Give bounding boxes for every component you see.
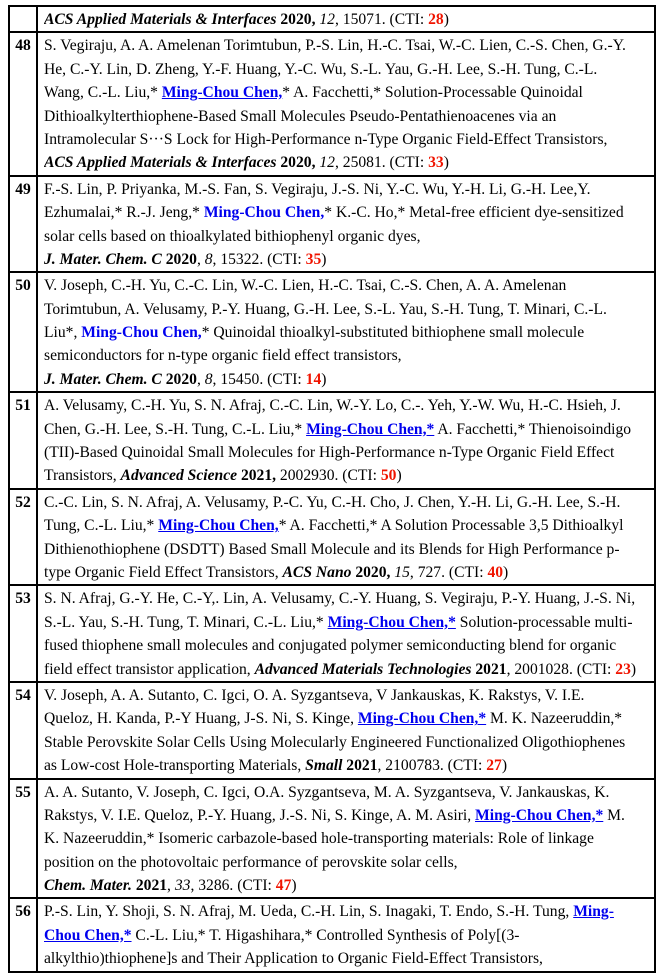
document-page — [0, 5, 666, 976]
row-number: 54 — [9, 682, 37, 779]
row-number: 53 — [9, 585, 37, 682]
table-row — [9, 489, 655, 586]
citation-text: 40 — [487, 563, 504, 581]
citation-text: 2020 — [161, 250, 197, 268]
citation-text: A. Facchetti,* Thienoisoindigo — [434, 420, 632, 438]
citation-text: fused thiophene small molecules and conjugated polymer semiconducting blend for organic — [44, 637, 617, 655]
citation-text: * K.-C. Ho,* Metal-free efficient dye-sensitized — [324, 204, 624, 222]
citation-line — [44, 344, 652, 367]
citation-text: S. N. Afraj, G.-Y. He, C.-Y,. Lin, A. Velusamy, C.-Y. Huang, S. Vegiraju, P.-Y. Huang, J.-S. Ni, — [44, 590, 636, 608]
table-row — [9, 176, 655, 273]
citation-cell — [37, 898, 655, 971]
citation-text: , 2001028. (CTI: — [506, 660, 616, 678]
author-link[interactable]: Ming- — [573, 903, 614, 921]
citation-text: , — [196, 250, 205, 268]
citation-line — [44, 105, 652, 128]
author-link[interactable]: Ming-Chou Chen, — [158, 517, 279, 535]
citation-line — [44, 274, 652, 297]
citation-text: ) — [443, 11, 449, 28]
citation-cell — [37, 272, 655, 392]
citation-text: 2021 — [471, 660, 507, 678]
citation-text: 27 — [486, 757, 502, 775]
citation-text: M. K. Nazeeruddin,* — [486, 710, 623, 728]
table-row — [9, 585, 655, 682]
citation-text: Liu*, — [44, 324, 82, 342]
author-link[interactable]: Ming-Chou Chen, — [161, 84, 283, 102]
citation-line — [44, 321, 652, 344]
citation-text: 23 — [615, 660, 631, 678]
citation-text: 2021, — [237, 467, 277, 485]
row-number: 56 — [9, 898, 37, 971]
citation-text: ) — [321, 370, 327, 388]
citation-line — [44, 851, 652, 874]
citation-line — [44, 34, 652, 57]
citation-text: , 15322. (CTI: — [212, 250, 306, 268]
author-link[interactable]: Ming-Chou Chen,* — [327, 613, 456, 631]
citation-cell — [37, 176, 655, 273]
row-number: 55 — [9, 779, 37, 899]
author-link[interactable]: Chou Chen,* — [44, 926, 132, 944]
citation-text: 2021 — [131, 877, 168, 895]
citation-text: ) — [443, 154, 449, 172]
citation-line — [44, 368, 652, 391]
citation-text: ACS Applied Materials & Interfaces — [44, 154, 277, 172]
citation-line — [44, 658, 652, 681]
row-number — [9, 6, 37, 32]
citation-text: Dithioalkylterthiophene-Based Small Molecules Pseudo-Pentathienoacenes via an — [44, 107, 557, 125]
table-row — [9, 272, 655, 392]
citation-text: S.-L. Yau, S.-H. Tung, T. Minari, C.-L. Liu,* — [44, 613, 328, 631]
citation-line — [44, 514, 652, 537]
row-number: 48 — [9, 32, 37, 175]
table-row — [9, 779, 655, 899]
citation-text: , 2100783. (CTI: — [377, 757, 487, 775]
citation-line — [44, 874, 652, 897]
citation-line — [44, 947, 652, 970]
citation-line — [44, 128, 652, 151]
citation-text: J. Mater. Chem. C — [44, 370, 162, 388]
citation-text: ) — [396, 467, 402, 485]
citation-text: ) — [321, 250, 327, 268]
citation-line — [44, 225, 652, 248]
citation-line — [44, 707, 652, 730]
citation-text: 2020, — [276, 11, 316, 28]
citation-text: C.-L. Liu,* T. Higashihara,* Controlled Synthesis of Poly[(3- — [131, 926, 520, 944]
citation-text: Dithienothiophene (DSDTT) Based Small Molecule and its Blends for High Performance p- — [44, 540, 620, 558]
citation-text: Ezhumalai,* R.-J. Jeng,* — [44, 204, 204, 222]
citation-line — [44, 587, 652, 610]
citation-text: Solution-processable multi- — [455, 613, 633, 631]
citation-line — [44, 441, 652, 464]
citation-text: 47 — [275, 877, 292, 895]
citation-line — [44, 58, 652, 81]
citation-text: 14 — [305, 370, 322, 388]
citation-line — [44, 491, 652, 514]
citation-text: Stable Perovskite Solar Cells Using Molecularly Engineered Functionalized Oligothiophenes — [44, 733, 626, 751]
citation-text: A. A. Sutanto, V. Joseph, C. Igci, O.A. Syzgantseva, M. A. Syzgantseva, V. Jankauskas, K. — [44, 783, 610, 801]
citation-text: C.-C. Lin, S. N. Afraj, A. Velusamy, P.-C. Yu, C.-H. Cho, J. Chen, Y.-H. Li, G.-H. Lee, S.-H. — [44, 493, 621, 511]
author-link[interactable]: Ming-Chou Chen, — [81, 324, 202, 342]
citation-line — [44, 634, 652, 657]
citation-line — [44, 81, 652, 104]
publication-table-body — [9, 6, 655, 972]
citation-text: Queloz, H. Kanda, P.-Y Huang, J-S. Ni, S. Kinge, — [44, 710, 358, 728]
citation-text: Tung, C.-L. Liu,* — [44, 517, 159, 535]
row-number: 51 — [9, 392, 37, 489]
row-number: 50 — [9, 272, 37, 392]
citation-line — [44, 418, 652, 441]
citation-line — [44, 8, 652, 31]
table-row — [9, 32, 655, 175]
citation-text: Rakstys, V. I.E. Queloz, P.-Y. Huang, J.-S. Ni, S. Kinge, A. M. Asiri, — [44, 806, 476, 824]
citation-line — [44, 804, 652, 827]
citation-text: He, C.-Y. Lin, D. Zheng, Y.-F. Huang, Y.-C. Wu, S.-L. Yau, G.-H. Lee, S.-H. Tung, C.-L. — [44, 60, 598, 78]
citation-text: ) — [630, 660, 637, 678]
citation-text: J. Mater. Chem. C — [44, 250, 162, 268]
citation-text: * A. Facchetti,* Solution-Processable Quinoidal — [282, 84, 583, 102]
row-number: 49 — [9, 176, 37, 273]
citation-cell — [37, 585, 655, 682]
citation-text: , 3286. (CTI: — [190, 877, 276, 895]
table-row — [9, 392, 655, 489]
citation-cell — [37, 682, 655, 779]
citation-text: Chem. Mater. — [44, 877, 132, 895]
author-link[interactable]: Ming-Chou Chen,* — [306, 420, 435, 438]
citation-text: 2002930. (CTI: — [276, 467, 381, 485]
citation-text: Advanced Materials Technologies — [254, 660, 472, 678]
citation-line — [44, 611, 652, 634]
citation-text: , — [167, 877, 175, 895]
citation-line — [44, 298, 652, 321]
citation-text: Wang, C.-L. Liu,* — [44, 84, 162, 102]
citation-text: 15 — [390, 563, 410, 581]
citation-line — [44, 684, 652, 707]
citation-text: Intramolecular S···S Lock for High-Performance n-Type Organic Field-Effect Transistors, — [44, 130, 608, 148]
table-row — [9, 898, 655, 971]
citation-text: 33 — [174, 877, 191, 895]
citation-cell — [37, 32, 655, 175]
citation-cell — [37, 489, 655, 586]
citation-line — [44, 151, 652, 174]
citation-text: , 25081. (CTI: — [334, 154, 429, 172]
citation-cell — [37, 392, 655, 489]
citation-text: * Quinoidal thioalkyl-substituted bithiophene small molecule — [201, 324, 585, 342]
citation-line — [44, 781, 652, 804]
citation-text: V. Joseph, A. A. Sutanto, C. Igci, O. A. Syzgantseva, V Jankauskas, K. Rakstys, V. I.E. — [44, 686, 585, 704]
citation-line — [44, 538, 652, 561]
citation-line — [44, 731, 652, 754]
citation-text: type Organic Field Effect Transistors, — [44, 563, 283, 581]
citation-text: * A. Facchetti,* A Solution Processable 3,5 Dithioalkyl — [278, 517, 624, 535]
citation-cell — [37, 779, 655, 899]
citation-text: alkylthio)thiophene]s and Their Application to Organic Field-Effect Transistors, — [44, 950, 543, 968]
citation-text: S. Vegiraju, A. A. Amelenan Torimtubun, P.-S. Lin, H.-C. Tsai, W.-C. Lien, C.-S. Chen, G.-Y. — [44, 37, 626, 55]
author-link[interactable]: Ming-Chou Chen, — [203, 204, 325, 222]
citation-text: 50 — [380, 467, 397, 485]
citation-text: 8 — [204, 370, 213, 388]
publication-table — [8, 5, 656, 973]
citation-line — [44, 464, 652, 487]
citation-text: 2020, — [351, 563, 391, 581]
citation-text: A. Velusamy, C.-H. Yu, S. N. Afraj, C.-C. Lin, W.-Y. Lo, C.-. Yeh, Y.-W. Wu, H.-C. Hsieh, J. — [44, 397, 621, 415]
citation-text: position on the photovoltaic performance of perovskite solar cells, — [44, 853, 458, 871]
citation-text: Torimtubun, A. Velusamy, P.-Y. Huang, G.-H. Lee, S.-L. Yau, S.-H. Tung, T. Minari, C.-L. — [44, 300, 607, 318]
citation-text: 2021 — [342, 757, 378, 775]
citation-text: M. — [603, 806, 625, 824]
citation-text: , 15450. (CTI: — [212, 370, 306, 388]
citation-text: F.-S. Lin, P. Priyanka, M.-S. Fan, S. Vegiraju, J.-S. Ni, Y.-C. Wu, Y.-H. Li, G.-H. Lee,Y. — [44, 180, 591, 198]
citation-text: , 727. (CTI: — [409, 563, 488, 581]
citation-cell — [37, 6, 655, 32]
citation-text: ACS Nano — [282, 563, 352, 581]
citation-text: Small — [305, 757, 343, 775]
citation-text: field effect transistor application, — [44, 660, 255, 678]
table-row — [9, 682, 655, 779]
citation-text: 2020, — [276, 154, 316, 172]
citation-line — [44, 248, 652, 271]
citation-line — [44, 754, 652, 777]
citation-line — [44, 178, 652, 201]
row-number: 52 — [9, 489, 37, 586]
citation-text: P.-S. Lin, Y. Shoji, S. N. Afraj, M. Ueda, C.-H. Lin, S. Inagaki, T. Endo, S.-H. Tung, — [44, 903, 574, 921]
citation-text: ACS Applied Materials & Interfaces — [44, 11, 277, 28]
citation-text: Advanced Science — [120, 467, 238, 485]
citation-line — [44, 924, 652, 947]
citation-text: K. Nazeeruddin,* Isomeric carbazole-based hole-transporting materials: Role of linkage — [44, 830, 594, 848]
citation-text: 28 — [428, 11, 444, 28]
citation-text: Transistors, — [44, 467, 121, 485]
citation-line — [44, 394, 652, 417]
citation-text: ) — [503, 563, 509, 581]
citation-text: Chen, G.-H. Lee, S.-H. Tung, C.-L. Liu,* — [44, 420, 307, 438]
citation-text: V. Joseph, C.-H. Yu, C.-C. Lin, W.-C. Lien, H.-C. Tsai, C.-S. Chen, A. A. Amelenan — [44, 277, 567, 295]
citation-text: semiconductors for n-type organic field effect transistors, — [44, 347, 402, 365]
citation-text: 35 — [305, 250, 322, 268]
author-link[interactable]: Ming-Chou Chen,* — [357, 710, 487, 728]
citation-text: 12 — [315, 11, 335, 28]
citation-text: , 15071. (CTI: — [334, 11, 429, 28]
citation-line — [44, 561, 652, 584]
citation-text: as Low-cost Hole-transporting Materials, — [44, 757, 306, 775]
citation-line — [44, 201, 652, 224]
author-link[interactable]: Ming-Chou Chen,* — [475, 806, 604, 824]
citation-line — [44, 827, 652, 850]
citation-text: solar cells based on thioalkylated bithiophenyl organic dyes, — [44, 227, 421, 245]
citation-text: 12 — [315, 154, 335, 172]
citation-text: 8 — [204, 250, 213, 268]
citation-text: ) — [291, 877, 297, 895]
citation-line — [44, 900, 652, 923]
table-row — [9, 6, 655, 32]
citation-text: (TII)-Based Quinoidal Small Molecules for High-Performance n-Type Organic Field Effect — [44, 444, 615, 462]
citation-text: 2020 — [161, 370, 197, 388]
citation-text: , — [196, 370, 205, 388]
citation-text: 33 — [428, 154, 444, 172]
citation-text: ) — [501, 757, 508, 775]
